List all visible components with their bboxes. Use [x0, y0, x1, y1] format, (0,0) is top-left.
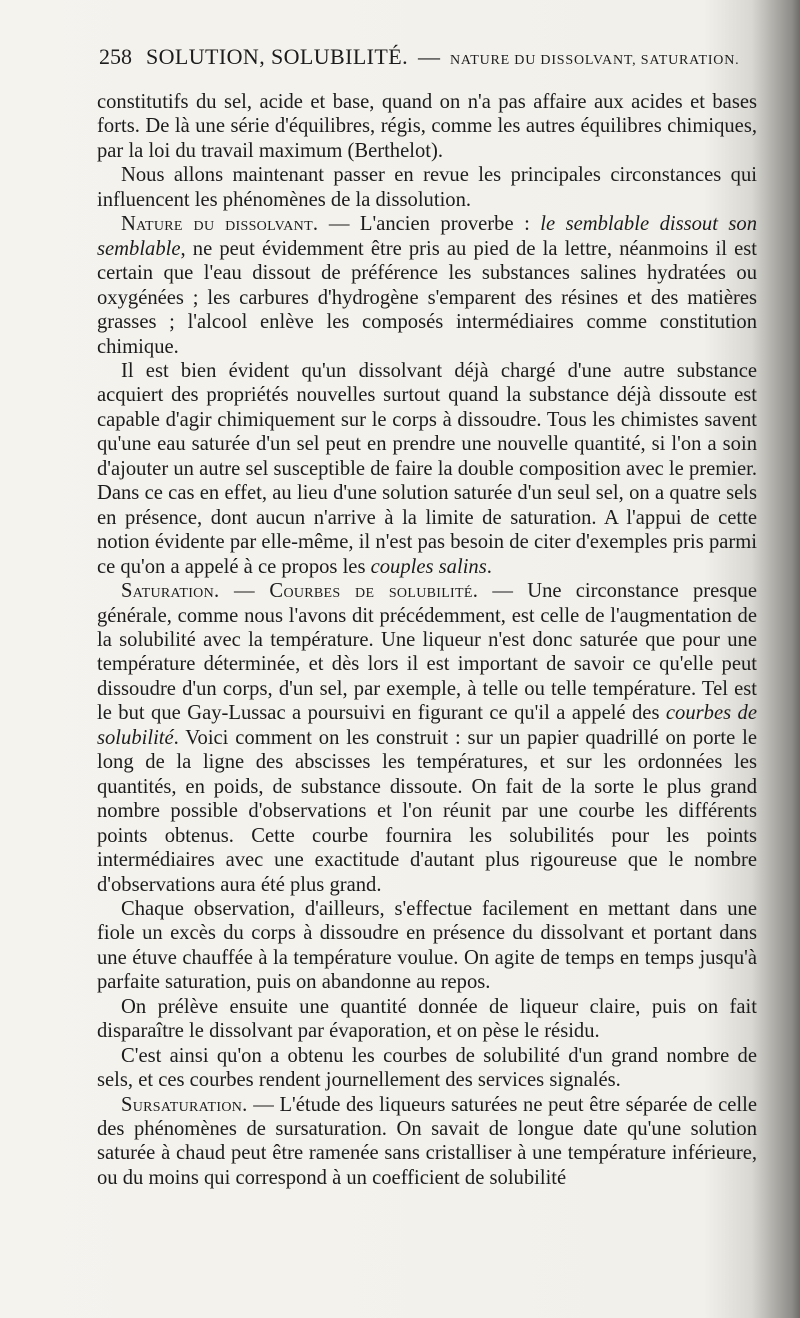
- header-separator: —: [417, 44, 440, 69]
- paragraph-sursaturation: [97, 1093, 757, 1191]
- running-header: [99, 44, 739, 78]
- text: .: [486, 555, 492, 578]
- section-heading-nature: Nature du dissolvant.: [121, 213, 319, 236]
- running-subtitle: NATURE DU DISSOLVANT, SATURATION.: [449, 53, 740, 68]
- section-heading-sursaturation: Sursaturation.: [121, 1093, 248, 1116]
- paragraph-observation: Chaque observation, d'ailleurs, s'effectue facilement en mettant dans une fiole un excès du corps à dissoudre en présence du dissolvant et portant dans une étuve chauffée à la température voulue. On agite de temps en temps jusqu'à parfaite saturation, puis on abandonne au repos.: [97, 897, 757, 994]
- running-title: SOLUTION, SOLUBILITÉ.: [146, 44, 408, 69]
- text: , ne peut évidemment être pris au pied de la lettre, néanmoins il est certain que l'eau dissout de préférence les substances salines hydratées ou oxygénées ; les carbures d'hydrogène s'emparent des résines et des matières grasses ; l'alcool enlève les composés intermédiaires comme constitution chimique.: [97, 237, 757, 358]
- paragraph-preleve: On prélève ensuite une quantité donnée de liqueur claire, puis on fait disparaître le dissolvant par évaporation, et on pèse le résidu.: [97, 995, 757, 1043]
- paragraph-courbes: C'est ainsi qu'on a obtenu les courbes de solubilité d'un grand nombre de sels, et ces courbes rendent journellement des services signalés.: [97, 1044, 757, 1092]
- paragraph-saturation: [97, 579, 757, 897]
- italic-phrase: le semblable dissout son semblable: [97, 213, 758, 260]
- paragraph-continued: constitutifs du sel, acide et base, quand on n'a pas affaire aux acides et bases forts. De là une série d'équilibres, régis, comme les autres équilibres chimiques, par la loi du travail maximum (Berthelot).: [97, 91, 757, 162]
- italic-phrase: courbes de solubilité: [97, 702, 757, 749]
- paragraph-circonstances: Nous allons maintenant passer en revue les principales circonstances qui influencent les phénomènes de la dissolution.: [97, 164, 757, 211]
- paragraph-nature-dissolvant: [97, 212, 757, 359]
- text: — L'ancien proverbe :: [318, 213, 541, 236]
- text: — L'étude des liqueurs saturées ne peut être séparée de celle des phénomènes de sursaturation. On savait de longue date qu'une solution saturée à chaud peut être ramenée sans cristalliser à une température inférieure, ou du moins qui correspond à un coefficient de solubilité: [97, 1093, 757, 1189]
- page-body: [97, 90, 757, 1190]
- text: — Une circonstance presque générale, comme nous l'avons dit précédemment, est celle de l'augmentation de la solubilité avec la température. Une liqueur n'est donc saturée que pour une température déterminée, et dès lors il est important de savoir ce qu'elle peut dissoudre d'un corps, d'un sel, par exemple, à telle ou telle température. Tel est le but que Gay-Lussac a poursuivi en figurant ce qu'il a appelé des: [97, 580, 757, 725]
- paragraph-dissolvant-charge: [97, 359, 757, 579]
- text: . Voici comment on les construit : sur un papier quadrillé on porte le long de la ligne des abscisses les températures, et sur les ordonnées les quantités, en poids, de substance dissoute. On fait de la sorte le plus grand nombre possible d'observations et l'on réunit par une courbe les différents points obtenus. Cette courbe fournira les solubilités pour les points intermédiaires avec une exactitude d'autant plus rigoureuse que le nombre d'observations aura été plus grand.: [97, 726, 757, 896]
- section-heading-saturation: Saturation. — Courbes de solubilité.: [121, 580, 479, 603]
- text: Il est bien évident qu'un dissolvant déjà chargé d'une autre substance acquiert des propriétés nouvelles surtout quand la substance déjà dissoute est capable d'agir chimiquement sur le corps à dissoudre. Tous les chimistes savent qu'une eau saturée d'un sel peut en prendre une nouvelle quantité, si l'on a soin d'ajouter un autre sel susceptible de faire la double composition avec le premier. Dans ce cas en effet, au lieu d'une solution saturée d'un seul sel, on a quatre sels en présence, dont aucun n'arrive à la limite de saturation. A l'appui de cette notion évidente par elle-même, il n'est pas besoin de citer d'exemples pris parmi ce qu'on a appelé à ce propos les: [97, 359, 757, 578]
- italic-phrase: couples salins: [370, 555, 487, 578]
- page-number: 258: [99, 44, 132, 69]
